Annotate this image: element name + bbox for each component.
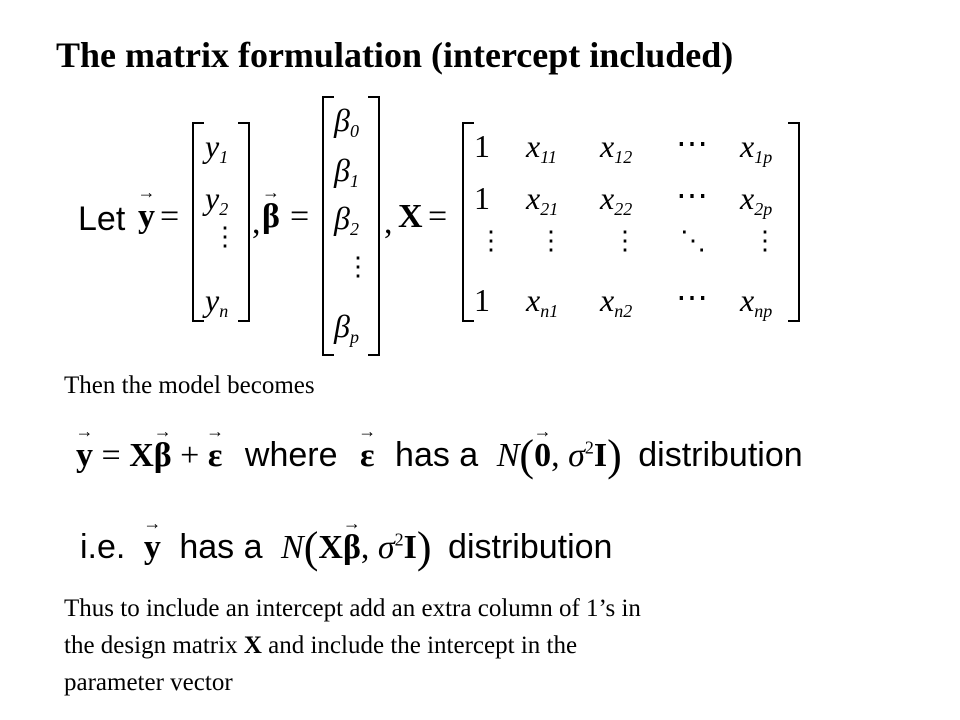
beta-entry-1: $\beta_1$ [334, 152, 359, 191]
beta-entry-2: $\beta_2$ [334, 200, 359, 239]
comma-1: , [252, 204, 261, 241]
X-cell-4-1: 1 [474, 282, 490, 318]
beta-entry-0: $\beta_0$ [334, 102, 359, 141]
equals-sign: = [160, 198, 180, 235]
X-cell-4-2: $x_{n1}$ [526, 282, 559, 321]
X-cell-1-4: ⋯ [676, 125, 708, 161]
zero-vector: → 0 [534, 437, 551, 475]
y-vector-symbol: → y [138, 198, 155, 236]
squared-exponent: 2 [394, 529, 404, 550]
beta-vector-symbol: → β [262, 198, 280, 236]
y-entry-2: $y_2$ [205, 180, 229, 219]
squared-exponent: 2 [584, 437, 594, 458]
X-cell-3-4: ⋱ [680, 226, 706, 255]
close-paren: ) [607, 431, 622, 480]
distribution-word: distribution [638, 436, 803, 474]
y-vector: → y [76, 437, 93, 475]
beta-entry-dots: ⋮ [345, 252, 371, 281]
beta-vector: → β [154, 437, 172, 475]
X-symbol: X [129, 437, 154, 474]
X-cell-3-5: ⋮ [752, 226, 778, 255]
X-cell-2-5: $x_{2p}$ [740, 180, 773, 219]
close-paren: ) [416, 523, 432, 572]
has-a-words: has a [395, 436, 479, 474]
X-cell-3-3: ⋮ [612, 226, 638, 255]
epsilon-vector-2: → ε [360, 437, 375, 475]
conclusion-line-3: parameter vector [64, 669, 233, 696]
has-a-words: has a [179, 528, 263, 566]
beta-left-bracket [322, 96, 334, 356]
y-vector: → y [144, 529, 161, 567]
equals-sign: = [290, 198, 310, 235]
X-cell-2-4: ⋯ [676, 177, 708, 213]
X-cell-2-2: $x_{21}$ [526, 180, 559, 219]
open-paren: ( [519, 431, 535, 480]
slide-title: The matrix formulation (intercept included) [56, 35, 734, 75]
X-right-bracket [788, 122, 800, 322]
identity-I: I [403, 529, 417, 566]
sigma-symbol: σ [568, 437, 585, 474]
X-cell-3-2: ⋮ [538, 226, 564, 255]
identity-I: I [593, 437, 608, 474]
X-left-bracket [462, 122, 474, 322]
X-cell-2-3: $x_{22}$ [600, 180, 633, 219]
comma-2: , [384, 204, 393, 241]
X-matrix-symbol: X [398, 198, 423, 235]
where-word: where [244, 436, 338, 474]
epsilon-vector: → ε [208, 437, 223, 475]
y-entry-1: $y_1$ [205, 128, 229, 167]
sigma-symbol: σ [377, 529, 395, 566]
beta-entry-p: $\beta_p$ [334, 308, 359, 347]
X-cell-4-3: $x_{n2}$ [600, 282, 633, 321]
X-cell-4-5: $x_{np}$ [740, 282, 773, 321]
beta-right-bracket [368, 96, 380, 356]
distribution-word: distribution [448, 528, 613, 566]
model-equation: → y = X→ β + → ε where → ε has a N(→ 0, $\sigma^2I$) distribution [76, 430, 803, 481]
X-cell-1-3: $x_{12}$ [600, 128, 633, 167]
beta-vector: → β [343, 529, 361, 567]
plus-sign: + [180, 437, 200, 474]
open-paren: ( [303, 523, 319, 572]
then-text: Then the model becomes [64, 372, 315, 399]
ie-equation: i.e. → y has a N(X→ β, $\sigma^2I$) distribution [80, 522, 612, 573]
X-cell-3-1: ⋮ [478, 226, 504, 255]
X-cell-2-1: 1 [474, 180, 490, 216]
y-right-bracket [238, 122, 250, 322]
conclusion-line-1: Thus to include an intercept add an extra column of 1’s in [64, 595, 641, 622]
equals-sign: = [428, 198, 448, 235]
let-label: Let [78, 200, 126, 238]
normal-N: N [496, 437, 520, 474]
conclusion-line-2: the design matrix X and include the intercept in the [64, 632, 578, 659]
X-cell-1-2: $x_{11}$ [526, 128, 557, 167]
y-left-bracket [192, 122, 204, 322]
X-cell-1-5: $x_{1p}$ [740, 128, 773, 167]
ie-word: i.e. [80, 528, 126, 566]
design-matrix-X: X [243, 632, 262, 659]
normal-N: N [281, 529, 304, 566]
equals-sign: = [101, 437, 121, 474]
conclusion-paragraph [64, 590, 641, 701]
y-entry-n: $y_n$ [205, 282, 229, 321]
X-cell-1-1: 1 [474, 128, 490, 164]
X-symbol: X [318, 529, 343, 566]
y-entry-dots: ⋮ [212, 222, 238, 251]
X-cell-4-4: ⋯ [676, 279, 708, 315]
